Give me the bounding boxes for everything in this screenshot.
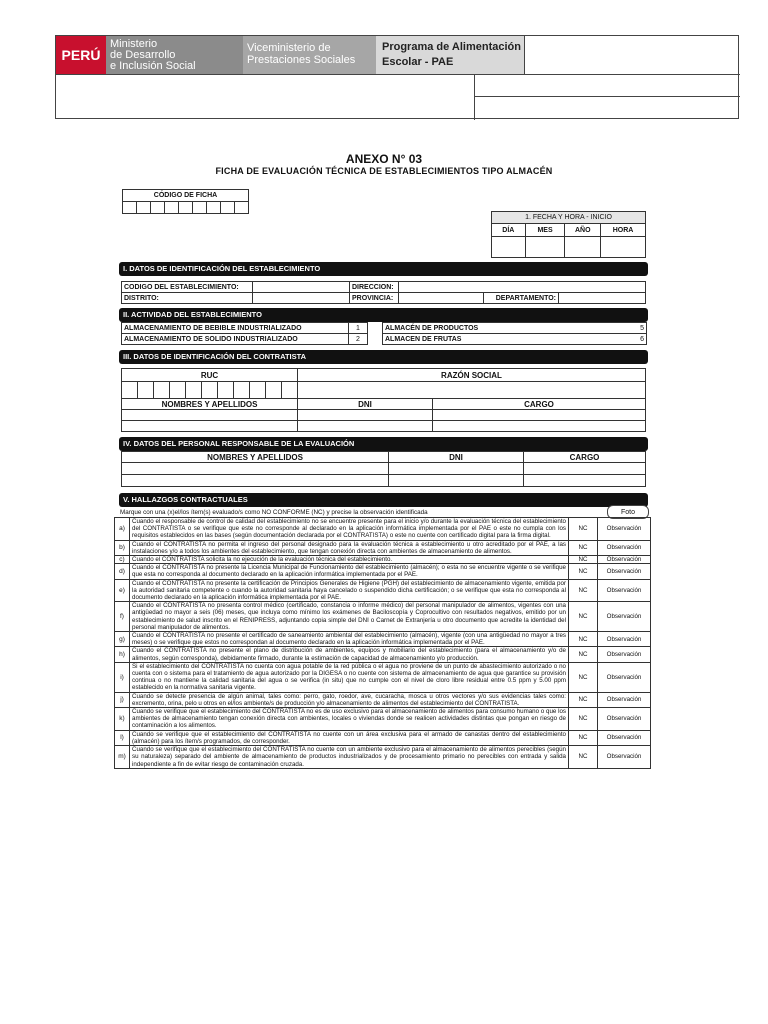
- hallazgo-letter: b): [115, 540, 130, 555]
- hallazgo-row: [115, 602, 651, 632]
- codigo-box[interactable]: [207, 202, 221, 214]
- hallazgo-row: [115, 540, 651, 555]
- vice-line-1: Viceministerio de: [247, 42, 331, 54]
- header-blank-cell: [524, 36, 739, 74]
- eval-nombres-field[interactable]: [122, 463, 389, 475]
- hallazgo-text: Cuando el CONTRATISTA no presente el certificado de saneamiento ambiental del establecimiento (almacén), vigente (con una antigüedad no mayor a tres meses) o se verifique que estos no correspondan al documento declarado en la aplicación informática implementada por el PAE.: [130, 632, 569, 647]
- codigo-box[interactable]: [137, 202, 151, 214]
- hallazgo-letter: j): [115, 692, 130, 707]
- nc-checkbox[interactable]: NC: [569, 692, 598, 707]
- foto-button[interactable]: Foto: [607, 505, 649, 519]
- section-3-bar: III. DATOS DE IDENTIFICACIÓN DEL CONTRATISTA: [119, 350, 648, 364]
- nc-checkbox[interactable]: NC: [569, 632, 598, 647]
- nc-checkbox[interactable]: NC: [569, 556, 598, 564]
- program-line-2: Escolar - PAE: [382, 56, 454, 68]
- section-2-left-table: [121, 322, 368, 345]
- nc-checkbox[interactable]: NC: [569, 602, 598, 632]
- distrito-field[interactable]: [253, 293, 350, 304]
- hallazgo-letter: l): [115, 730, 130, 745]
- observacion-field[interactable]: Observación: [598, 692, 651, 707]
- ruc-box[interactable]: [154, 382, 170, 399]
- section-4-table: [121, 451, 646, 487]
- dni-header: DNI: [298, 399, 433, 410]
- nc-checkbox[interactable]: NC: [569, 579, 598, 602]
- actividad-label-1: ALMACENAMIENTO DE BEBIBLE INDUSTRIALIZADO: [122, 323, 349, 334]
- fecha-col-anio: AÑO: [565, 224, 601, 237]
- observacion-field[interactable]: Observación: [598, 602, 651, 632]
- hallazgo-row: [115, 564, 651, 579]
- dni-field[interactable]: [298, 410, 433, 421]
- direccion-label: DIRECCION:: [350, 282, 399, 293]
- observacion-field[interactable]: Observación: [598, 540, 651, 555]
- section-3-table: [121, 368, 646, 432]
- actividad-num-6[interactable]: 6: [628, 334, 647, 345]
- hallazgo-letter: e): [115, 579, 130, 602]
- hallazgos-table: [114, 517, 651, 769]
- observacion-field[interactable]: Observación: [598, 632, 651, 647]
- hallazgo-text: Cuando se verifique que el establecimiento del CONTRATISTA no es de uso exclusivo para el almacenamiento de alimentos para consumo humano o que los ambientes de almacenamiento tengan conexión directa con ambientes, locales o viviendas donde se realicen actividades distintas que pongan en riesgo de contaminación a los alimentos.: [130, 708, 569, 731]
- actividad-num-2[interactable]: 2: [349, 334, 368, 345]
- hallazgo-letter: m): [115, 746, 130, 769]
- hallazgo-letter: a): [115, 518, 130, 541]
- observacion-field[interactable]: Observación: [598, 746, 651, 769]
- codigo-box[interactable]: [221, 202, 235, 214]
- eval-cargo-field[interactable]: [524, 463, 646, 475]
- section-4-bar: IV. DATOS DEL PERSONAL RESPONSABLE DE LA EVALUACIÓN: [119, 437, 648, 451]
- observacion-field[interactable]: Observación: [598, 556, 651, 564]
- codigo-ficha-table: [122, 189, 249, 214]
- hallazgo-text: Cuando el CONTRATISTA no permita el ingreso del personal designado para la evaluación técnica a establecimiento u otro acreditado por el PAE, a las instalaciones y/o a todos los ambientes del establecimiento, que tengan conexión directa con ambientes de almacenamiento de alimentos.: [130, 540, 569, 555]
- codigo-box[interactable]: [165, 202, 179, 214]
- document-header: [55, 35, 739, 119]
- hallazgo-text: Cuando el CONTRATISTA solicita la no ejecución de la evaluación técnica del establecimiento.: [130, 556, 569, 564]
- ruc-box[interactable]: [122, 382, 138, 399]
- fecha-col-mes: MES: [525, 224, 565, 237]
- hallazgo-row: [115, 556, 651, 564]
- observacion-field[interactable]: Observación: [598, 579, 651, 602]
- eval-nombres-header: NOMBRES Y APELLIDOS: [122, 452, 389, 463]
- departamento-label: DEPARTAMENTO:: [484, 293, 559, 304]
- ruc-box[interactable]: [282, 382, 298, 399]
- ruc-box[interactable]: [218, 382, 234, 399]
- cargo-field[interactable]: [433, 410, 646, 421]
- program-line-1: Programa de Alimentación: [382, 41, 521, 53]
- hallazgo-text: Si el establecimiento del CONTRATISTA no cuenta con agua potable de la red pública o el agua no proviene de un punto de abastecimiento autorizado o no cuenta con o sistema para el tratamiento de agua autorizado por la DIGESA o no cuente con sistema de almacenamiento de agua que garantice su provisión continua o no mantiene la calidad sanitaria del agua o se verifica (in situ) que no cumple con el nivel de cloro libre residual entre 0.5 ppm y 5.00 ppm establecido en la normativa sanitaria vigente.: [130, 662, 569, 692]
- ruc-box[interactable]: [266, 382, 282, 399]
- codigo-box[interactable]: [151, 202, 165, 214]
- nc-checkbox[interactable]: NC: [569, 662, 598, 692]
- provincia-label: PROVINCIA:: [350, 293, 399, 304]
- actividad-num-5[interactable]: 5: [628, 323, 647, 334]
- ruc-box[interactable]: [186, 382, 202, 399]
- direccion-field[interactable]: [399, 282, 646, 293]
- section-1-table: [121, 281, 646, 304]
- eval-cargo-header: CARGO: [524, 452, 646, 463]
- program-name: [376, 36, 524, 74]
- departamento-field[interactable]: [559, 293, 646, 304]
- vice-ministry-name: [243, 36, 376, 74]
- nombres-header: NOMBRES Y APELLIDOS: [122, 399, 298, 410]
- hallazgo-letter: g): [115, 632, 130, 647]
- observacion-field[interactable]: Observación: [598, 564, 651, 579]
- ministry-name: [106, 36, 243, 74]
- hallazgo-text: Cuando el responsable de control de calidad del establecimiento no se encuentre presente para el inicio y/o durante la evaluación técnica del establecimiento del CONTRATISTA o se verifique que este no corresponde al declarado en la aplicación informática implementada por el PAE o este no cumpla con los requisitos establecidos en las bases (según documentación declarada por el CONTRATISTA) o este no cuente con certificado digital para la firma digital.: [130, 518, 569, 541]
- vice-line-2: Prestaciones Sociales: [247, 54, 356, 66]
- ruc-box[interactable]: [170, 382, 186, 399]
- nc-checkbox[interactable]: NC: [569, 746, 598, 769]
- anexo-title: ANEXO N° 03: [345, 152, 423, 166]
- nc-checkbox[interactable]: NC: [569, 730, 598, 745]
- observacion-field[interactable]: Observación: [598, 647, 651, 662]
- fecha-anio-field[interactable]: [565, 237, 601, 258]
- hallazgo-text: Cuando el CONTRATISTA no presente la Licencia Municipal de Funcionamiento del establecimiento (almacén); o esta no se encuentre vigente o se verifique que esta no corresponda al documento declarado en la aplicación informática implementada por el PAE.: [130, 564, 569, 579]
- hallazgo-letter: d): [115, 564, 130, 579]
- observacion-field[interactable]: Observación: [598, 518, 651, 541]
- ministry-line-2: de Desarrollo: [110, 49, 176, 61]
- nc-checkbox[interactable]: NC: [569, 708, 598, 731]
- actividad-label-2: ALMACENAMIENTO DE SOLIDO INDUSTRIALIZADO: [122, 334, 349, 345]
- ruc-box[interactable]: [202, 382, 218, 399]
- fecha-title: 1. FECHA Y HORA - INICIO: [492, 212, 646, 224]
- provincia-field[interactable]: [399, 293, 484, 304]
- hallazgo-letter: i): [115, 662, 130, 692]
- actividad-num-1[interactable]: 1: [349, 323, 368, 334]
- codigo-box[interactable]: [193, 202, 207, 214]
- nc-checkbox[interactable]: NC: [569, 540, 598, 555]
- eval-dni-header: DNI: [389, 452, 524, 463]
- hallazgo-letter: c): [115, 556, 130, 564]
- header-divider: [56, 74, 740, 75]
- hallazgos-instructions: Marque con una (x)el/los ítem(s) evaluado/s como NO CONFORME (NC) y precise la observación identificada: [120, 509, 428, 516]
- ficha-title: FICHA DE EVALUACIÓN TÉCNICA DE ESTABLECIMIENTOS TIPO ALMACÉN: [215, 166, 553, 176]
- hallazgo-letter: f): [115, 602, 130, 632]
- fecha-col-hora: HORA: [601, 224, 646, 237]
- hallazgo-row: [115, 746, 651, 769]
- hallazgo-row: [115, 518, 651, 541]
- razon-social-header: RAZÓN SOCIAL: [298, 369, 646, 382]
- fecha-mes-field[interactable]: [525, 237, 565, 258]
- hallazgo-row: [115, 692, 651, 707]
- fecha-col-dia: DÍA: [492, 224, 526, 237]
- section-1-bar: I. DATOS DE IDENTIFICACIÓN DEL ESTABLECIMIENTO: [119, 262, 648, 276]
- section-2-bar: II. ACTIVIDAD DEL ESTABLECIMIENTO: [119, 308, 648, 322]
- hallazgo-row: [115, 662, 651, 692]
- header-divider-right: [474, 96, 740, 97]
- hallazgo-text: Cuando el CONTRATISTA no presente la certificación de Principios Generales de Higiene (PGH) del establecimiento de almacenamiento vigente, emitida por la autoridad sanitaria competente o cuando la autoridad sanitaria haya cancelado o suspendido dicha certificación; o se verifique que esta no corresponda al documento declarado en la aplicación informática implementada por el PAE.: [130, 579, 569, 602]
- ministry-line-3: e Inclusión Social: [110, 60, 196, 72]
- codigo-box[interactable]: [179, 202, 193, 214]
- hallazgo-row: [115, 632, 651, 647]
- dni-field[interactable]: [298, 421, 433, 432]
- fecha-hora-field[interactable]: [601, 237, 646, 258]
- fecha-hora-table: [491, 211, 646, 258]
- ruc-box[interactable]: [138, 382, 154, 399]
- razon-social-field[interactable]: [298, 382, 646, 399]
- hallazgo-row: [115, 579, 651, 602]
- codigo-est-field[interactable]: [253, 282, 350, 293]
- eval-dni-field[interactable]: [389, 475, 524, 487]
- section-5-bar: V. HALLAZGOS CONTRACTUALES: [119, 493, 648, 507]
- fecha-dia-field[interactable]: [492, 237, 526, 258]
- nombres-field[interactable]: [122, 410, 298, 421]
- ruc-header: RUC: [122, 369, 298, 382]
- actividad-label-6: ALMACEN DE FRUTAS: [383, 334, 629, 345]
- eval-nombres-field[interactable]: [122, 475, 389, 487]
- hallazgo-text: Cuando el CONTRATISTA no presenta control médico (certificado, constancia o informe médico) del personal manipulador de alimentos, vigentes con una antigüedad no mayor a seis (06) meses, que incluya como mínimo los exámenes de Baciloscopía y Coprocultivo con resultados negativos, emitido por un establecimiento de salud inscrito en el RENIPRESS, adjuntando copia simple del DNI o Carnet de Extranjería u otro documento que acredite la identidad del personal manipulador de alimentos.: [130, 602, 569, 632]
- hallazgo-row: [115, 708, 651, 731]
- hallazgo-text: Cuando el CONTRATISTA no presente el plano de distribución de ambientes, equipos y mobiliario del establecimiento (para el almacenamiento y/o de alimentos, según corresponda), debidamente firmado, durante la estimación de capacidad de almacenamiento y/o producción.: [130, 647, 569, 662]
- observacion-field[interactable]: Observación: [598, 662, 651, 692]
- actividad-label-5: ALMACÉN DE PRODUCTOS: [383, 323, 629, 334]
- observacion-field[interactable]: Observación: [598, 708, 651, 731]
- codigo-ficha-label: CÓDIGO DE FICHA: [123, 190, 249, 202]
- codigo-est-label: CODIGO DEL ESTABLECIMIENTO:: [122, 282, 253, 293]
- cargo-header: CARGO: [433, 399, 646, 410]
- hallazgo-text: Cuando se detecte presencia de algún animal, tales como: perro, gato, roedor, ave, cucaracha, mosca u otros vectores y/o sus evidencias tales como: excremento, orina, pelo u otros en el/los ambiente/s de producción y/o almacenamiento de alimentos del establecimiento del CONTRATISTA.: [130, 692, 569, 707]
- peru-logo: PERÚ: [56, 36, 106, 74]
- nombres-field[interactable]: [122, 421, 298, 432]
- hallazgo-letter: h): [115, 647, 130, 662]
- eval-dni-field[interactable]: [389, 463, 524, 475]
- eval-cargo-field[interactable]: [524, 475, 646, 487]
- hallazgo-text: Cuando se verifique que el establecimiento del CONTRATISTA no cuente con un ambiente exclusivo para el almacenamiento de alimentos perecibles (según su naturaleza) separado del ambiente de almacenamiento de productos industrializados y de procesamiento primario no perecibles con entrada y salida independiente a fin de evitar riesgo de contaminación cruzada.: [130, 746, 569, 769]
- nc-checkbox[interactable]: NC: [569, 564, 598, 579]
- cargo-field[interactable]: [433, 421, 646, 432]
- observacion-field[interactable]: Observación: [598, 730, 651, 745]
- distrito-label: DISTRITO:: [122, 293, 253, 304]
- hallazgo-row: [115, 647, 651, 662]
- codigo-box[interactable]: [123, 202, 137, 214]
- ministry-line-1: Ministerio: [110, 38, 158, 50]
- section-2-right-table: [382, 322, 647, 345]
- hallazgo-letter: k): [115, 708, 130, 731]
- hallazgo-row: [115, 730, 651, 745]
- ruc-box[interactable]: [234, 382, 250, 399]
- nc-checkbox[interactable]: NC: [569, 518, 598, 541]
- nc-checkbox[interactable]: NC: [569, 647, 598, 662]
- codigo-box[interactable]: [235, 202, 249, 214]
- header-divider-vertical: [474, 74, 475, 120]
- hallazgo-text: Cuando se verifique que el establecimiento del CONTRATISTA no cuente con un área exclusiva para el armado de canastas dentro del establecimiento (almacén) para los ítem/s programados, de corresponder.: [130, 730, 569, 745]
- ruc-box[interactable]: [250, 382, 266, 399]
